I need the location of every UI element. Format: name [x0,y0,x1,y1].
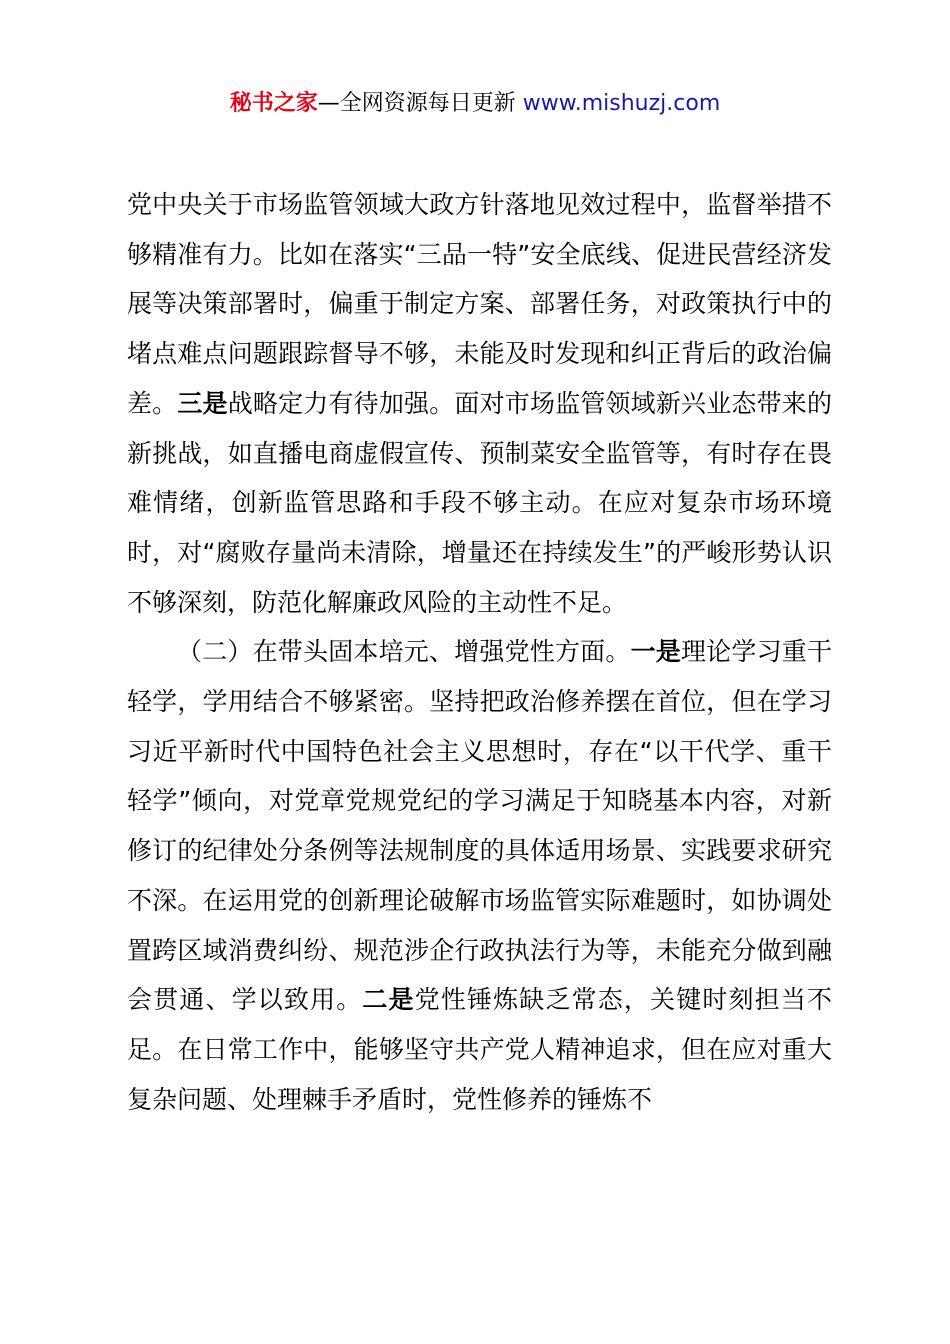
page-header [0,88,950,120]
document-body [127,180,832,1124]
paragraph-continuation [127,180,832,627]
keyword-bold: 一是 [630,637,681,667]
paragraph-text: 战略定力有待加强。面对市场监管领域新兴业态带来的新挑战，如直播电商虚假宣传、预制菜安全监管等，有时存在畏难情绪，创新监管思路和手段不够主动。在应对复杂市场环境时，对“腐败存量尚未清除，增量还在持续发生”的严峻形势认识不够深刻，防范化解廉政风险的主动性不足。 [127,388,832,617]
section-heading-text: （二）在带头固本培元、增强党性方面。 [177,637,631,667]
keyword-bold: 二是 [362,985,415,1015]
paragraph-section-two [127,627,832,1124]
keyword-bold: 三是 [177,388,228,418]
site-url-link[interactable]: www.mishuzj.com [522,91,721,116]
brand-name: 秘书之家 [229,91,318,116]
paragraph-text: 党性锤炼缺乏常态，关键时刻担当不足。在日常工作中，能够坚守共产党人精神追求，但在应对重大复杂问题、处理棘手矛盾时，党性修养的锤炼不 [127,985,832,1114]
paragraph-text: 党中央关于市场监管领域大政方针落地见效过程中，监督举措不够精准有力。比如在落实“三品一特”安全底线、促进民营经济发展等决策部署时，偏重于制定方案、部署任务，对政策执行中的堵点难点问题跟踪督导不够，未能及时发现和纠正背后的政治偏差。 [127,190,832,418]
paragraph-text: 理论学习重干轻学，学用结合不够紧密。坚持把政治修养摆在首位，但在学习习近平新时代中国特色社会主义思想时，存在“以干代学、重干轻学”倾向，对党章党规党纪的学习满足于知晓基本内容，对新修订的纪律处分条例等法规制度的具体适用场景、实践要求研究不深。在运用党的创新理论破解市场监管实际难题时，如协调处置跨区域消费纠纷、规范涉企行政执法行为等，未能充分做到融会贯通、学以致用。 [127,637,832,1015]
header-slogan: —全网资源每日更新 [317,91,516,116]
